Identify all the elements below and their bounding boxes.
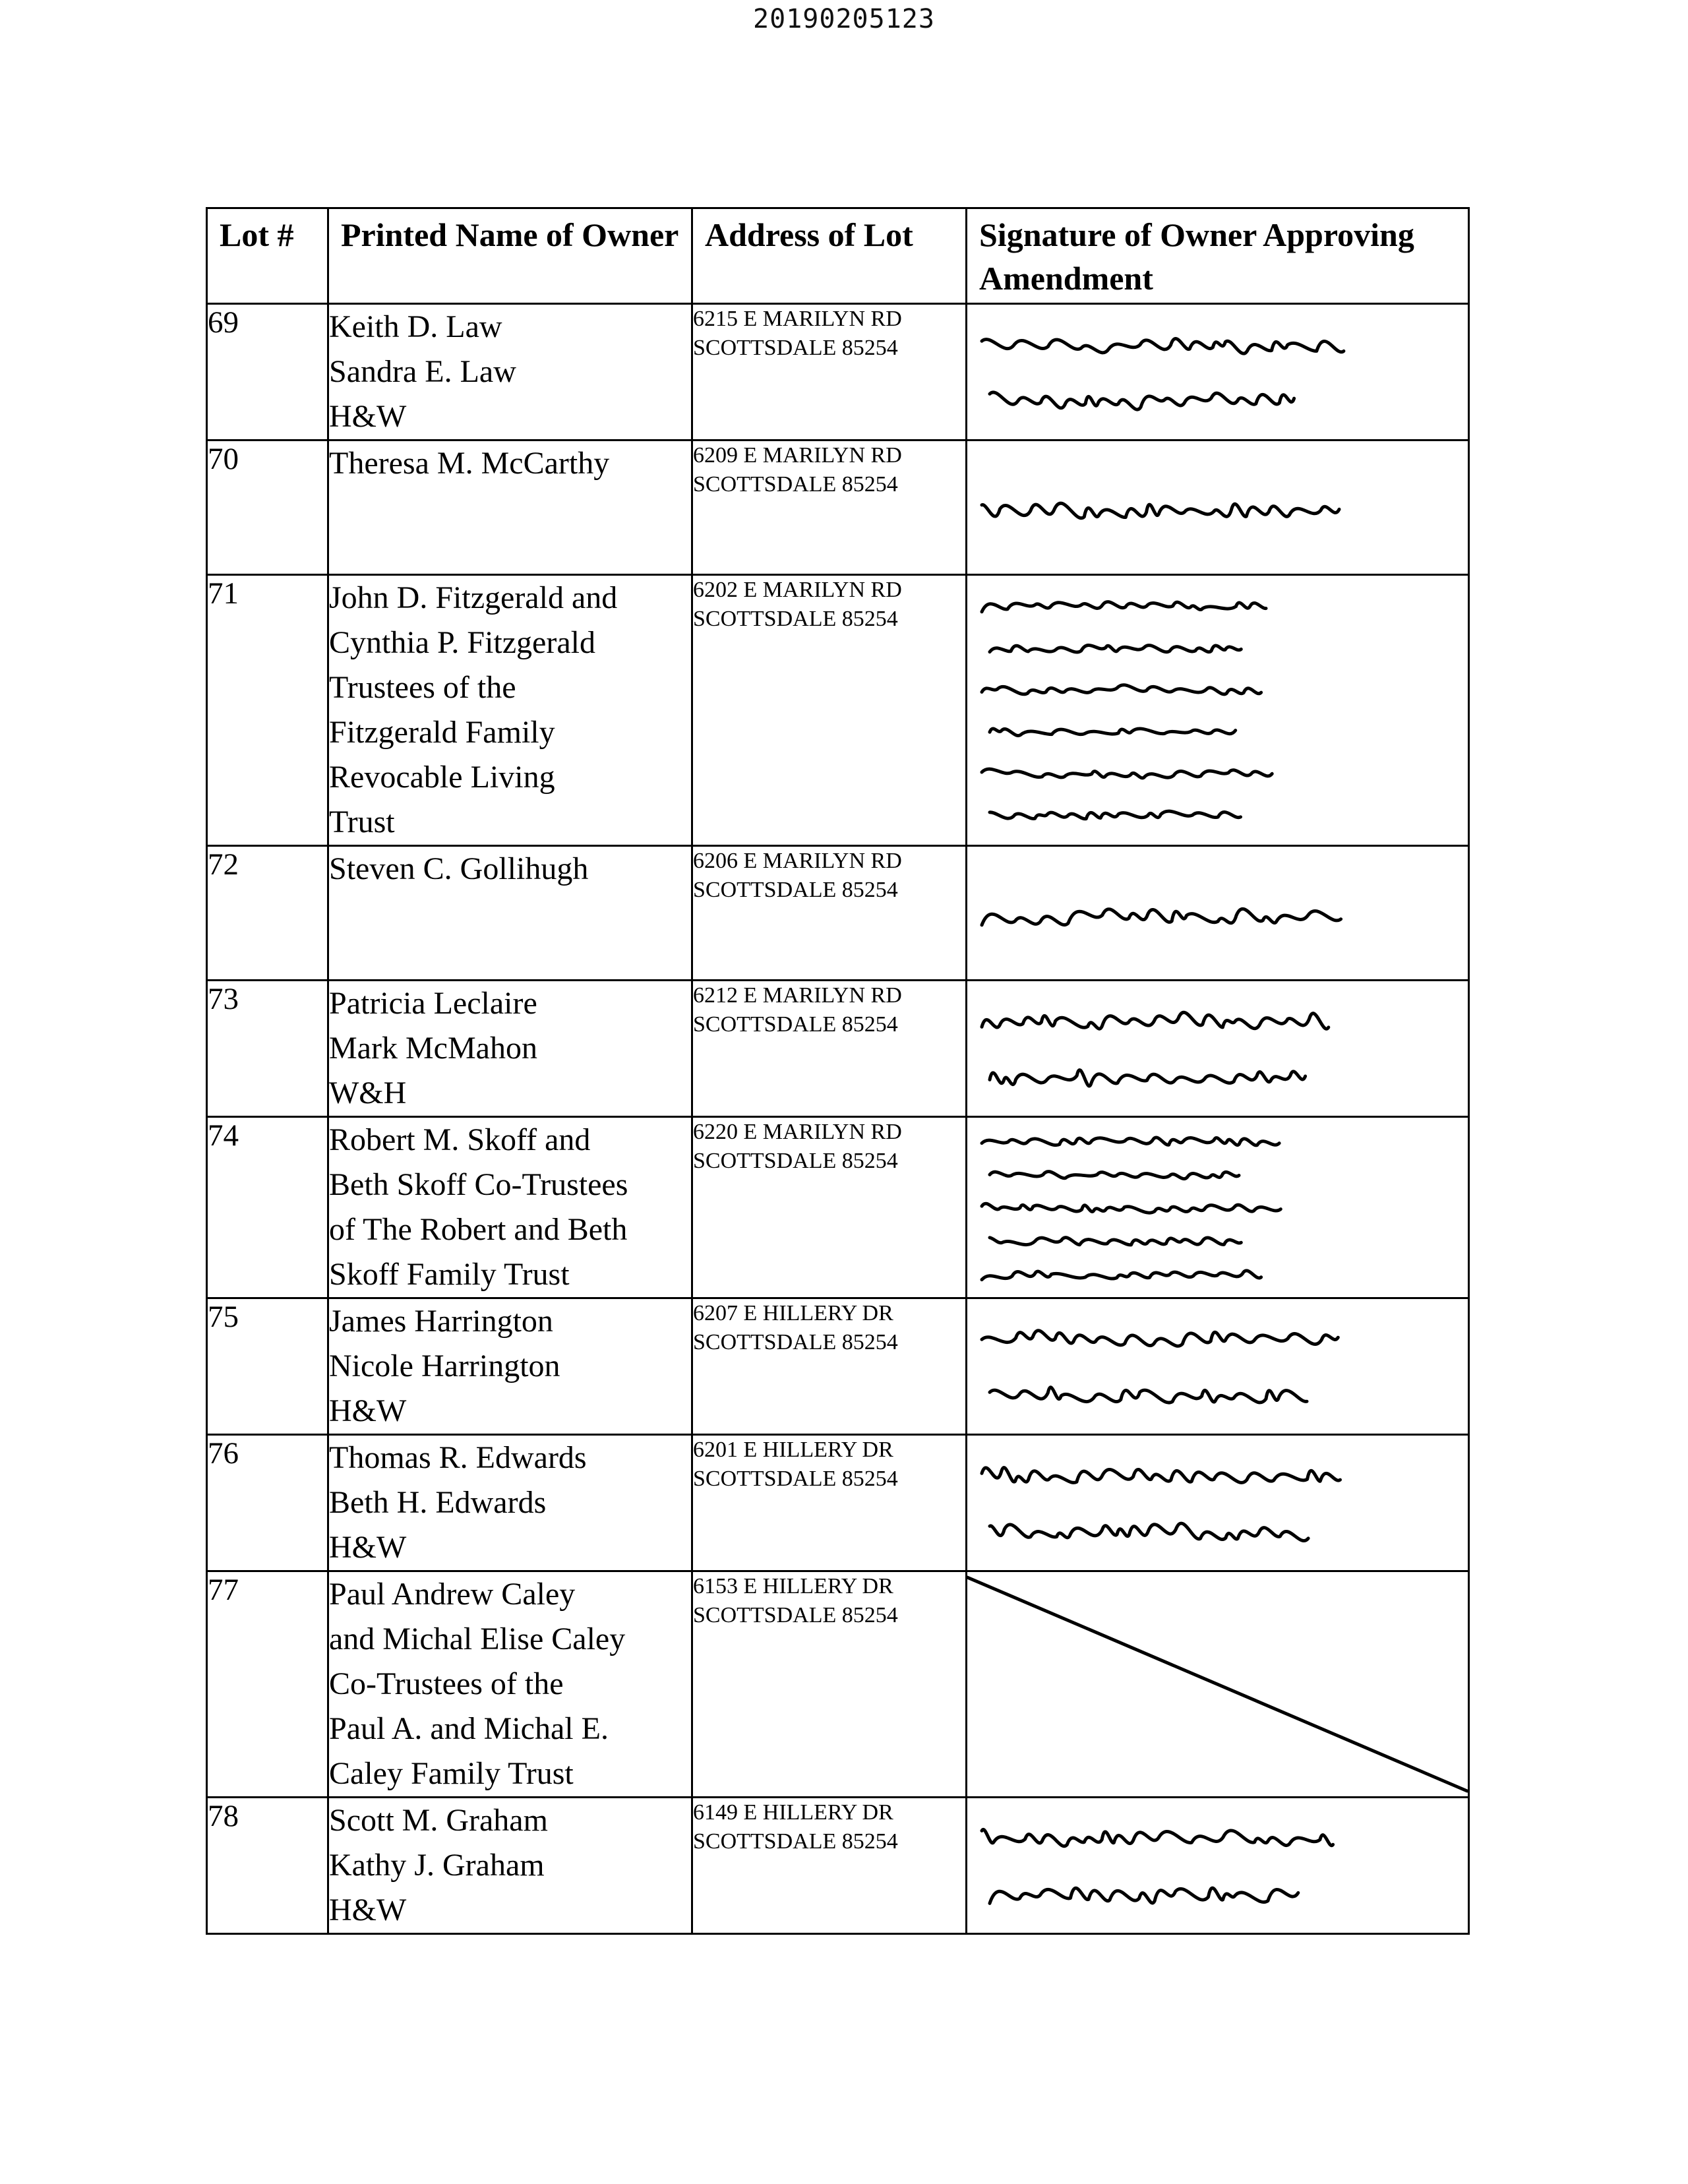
table-row <box>207 440 1469 575</box>
handwritten-signature <box>967 1798 1470 1933</box>
lot-address-cell <box>692 981 967 1117</box>
owner-name-line: Skoff Family Trust <box>329 1257 570 1292</box>
signature-stroke <box>990 1238 1241 1245</box>
owner-name-line: Scott M. Graham <box>329 1803 548 1838</box>
signature-cell <box>967 1298 1469 1435</box>
lot-number: 70 <box>207 440 328 575</box>
signature-cell <box>967 1435 1469 1571</box>
handwritten-signature <box>967 847 1470 981</box>
handwritten-signature <box>967 1299 1470 1434</box>
lot-number: 72 <box>207 846 328 981</box>
signature-stroke <box>982 1271 1261 1280</box>
lot-address-cell <box>692 575 967 846</box>
owner-name-line: Thomas R. Edwards <box>329 1440 587 1475</box>
lot-address-cell <box>692 304 967 440</box>
table-row <box>207 1298 1469 1435</box>
owner-name-cell <box>328 304 692 440</box>
lot-address-cell <box>692 1298 967 1435</box>
handwritten-signature <box>967 1436 1470 1570</box>
owner-name-line: Revocable Living <box>329 760 555 795</box>
signature-stroke <box>982 1468 1341 1483</box>
lot-number: 75 <box>207 1298 328 1435</box>
address-line: SCOTTSDALE 85254 <box>693 1330 898 1354</box>
owner-name-line: Trust <box>329 804 395 839</box>
handwritten-signature <box>967 305 1470 439</box>
signature-stroke <box>982 503 1339 518</box>
address-line: SCOTTSDALE 85254 <box>693 1149 898 1173</box>
signature-cell <box>967 304 1469 440</box>
address-line: SCOTTSDALE 85254 <box>693 472 898 497</box>
address-line: 6206 E MARILYN RD <box>693 849 902 873</box>
owner-name-line: Theresa M. McCarthy <box>329 446 610 481</box>
table-row <box>207 846 1469 981</box>
owner-name-line: Cynthia P. Fitzgerald <box>329 625 595 660</box>
owner-name-cell <box>328 1117 692 1298</box>
table-row <box>207 1571 1469 1798</box>
signature-stroke <box>982 1331 1338 1347</box>
lot-address-cell <box>692 1571 967 1798</box>
handwritten-signature <box>967 576 1470 843</box>
address-line: 6209 E MARILYN RD <box>693 443 902 468</box>
address-line: SCOTTSDALE 85254 <box>693 878 898 902</box>
owner-name-line: Steven C. Gollihugh <box>329 851 589 886</box>
owner-name-line: Co-Trustees of the <box>329 1666 564 1701</box>
table-header-row <box>207 208 1469 304</box>
signature-stroke <box>990 811 1241 819</box>
address-line: SCOTTSDALE 85254 <box>693 1603 898 1627</box>
lot-number: 69 <box>207 304 328 440</box>
owner-name-line: of The Robert and Beth <box>329 1212 628 1247</box>
owner-name-line: Keith D. Law <box>329 309 502 344</box>
signature-cell <box>967 981 1469 1117</box>
owner-name-line: Trustees of the <box>329 670 516 705</box>
owner-name-cell <box>328 981 692 1117</box>
header-owner: Printed Name of Owner <box>328 208 692 304</box>
owner-name-line: Kathy J. Graham <box>329 1848 545 1883</box>
signature-stroke <box>982 339 1344 354</box>
owner-name-line: H&W <box>329 1893 407 1927</box>
address-line: 6153 E HILLERY DR <box>693 1574 893 1598</box>
signature-stroke <box>982 1203 1281 1213</box>
signature-stroke <box>990 1172 1239 1179</box>
signature-cell <box>967 1117 1469 1298</box>
lot-owner-table <box>206 207 1470 1935</box>
owner-name-cell <box>328 1571 692 1798</box>
owner-name-line: Fitzgerald Family <box>329 715 555 750</box>
signature-stroke <box>990 392 1294 410</box>
owner-name-line: Beth Skoff Co-Trustees <box>329 1167 628 1202</box>
header-signature: Signature of Owner Approving Amendment <box>967 208 1469 304</box>
table-row <box>207 304 1469 440</box>
signature-stroke <box>982 1012 1329 1029</box>
lot-number: 76 <box>207 1435 328 1571</box>
signature-cell <box>967 846 1469 981</box>
owner-name-line: Caley Family Trust <box>329 1756 574 1791</box>
signature-stroke <box>982 1138 1279 1145</box>
handwritten-signature <box>967 441 1470 576</box>
signature-stroke <box>982 602 1266 612</box>
address-line: 6207 E HILLERY DR <box>693 1301 893 1325</box>
signature-stroke <box>982 1829 1333 1846</box>
owner-name-line: W&H <box>329 1076 407 1110</box>
table-row <box>207 575 1469 846</box>
owner-name-line: Nicole Harrington <box>329 1349 560 1383</box>
lot-address-cell <box>692 1435 967 1571</box>
address-line: 6215 E MARILYN RD <box>693 307 902 331</box>
signature-cell-crossed-out <box>967 1571 1469 1798</box>
lot-address-cell <box>692 440 967 575</box>
table-body <box>207 304 1469 1934</box>
address-line: SCOTTSDALE 85254 <box>693 1012 898 1037</box>
signature-cell <box>967 1798 1469 1934</box>
signature-stroke <box>990 1070 1306 1086</box>
owner-name-line: Paul A. and Michal E. <box>329 1711 609 1746</box>
owner-name-line: Beth H. Edwards <box>329 1485 547 1520</box>
lot-number: 77 <box>207 1571 328 1798</box>
lot-number: 78 <box>207 1798 328 1934</box>
owner-name-cell <box>328 1298 692 1435</box>
lot-address-cell <box>692 1117 967 1298</box>
address-line: 6202 E MARILYN RD <box>693 578 902 602</box>
address-line: 6201 E HILLERY DR <box>693 1438 893 1462</box>
handwritten-signature <box>967 1118 1470 1297</box>
document-number: 20190205123 <box>753 4 935 34</box>
signature-stroke <box>990 1387 1307 1403</box>
signature-stroke <box>990 729 1236 736</box>
signature-stroke <box>990 1888 1298 1903</box>
owner-name-line: Sandra E. Law <box>329 354 516 389</box>
owner-name-cell <box>328 1435 692 1571</box>
owner-name-line: H&W <box>329 1393 407 1428</box>
header-lot: Lot # <box>207 208 328 304</box>
address-line: 6149 E HILLERY DR <box>693 1800 893 1825</box>
address-line: SCOTTSDALE 85254 <box>693 1829 898 1854</box>
address-line: 6212 E MARILYN RD <box>693 983 902 1008</box>
header-address: Address of Lot <box>692 208 967 304</box>
lot-address-cell <box>692 1798 967 1934</box>
lot-number: 73 <box>207 981 328 1117</box>
signature-stroke <box>990 1523 1308 1540</box>
owner-name-line: Patricia Leclaire <box>329 986 537 1021</box>
signature-cell <box>967 575 1469 846</box>
address-line: SCOTTSDALE 85254 <box>693 1467 898 1491</box>
owner-name-line: Mark McMahon <box>329 1031 537 1066</box>
owner-name-cell <box>328 575 692 846</box>
signature-stroke <box>982 685 1261 694</box>
signature-stroke <box>982 909 1341 925</box>
handwritten-signature <box>967 981 1470 1116</box>
lot-number: 74 <box>207 1117 328 1298</box>
crossed-out-signature-area <box>967 1572 1470 1796</box>
signature-cell <box>967 440 1469 575</box>
table-row <box>207 1798 1469 1934</box>
table-row <box>207 1435 1469 1571</box>
owner-name-line: Robert M. Skoff and <box>329 1122 591 1157</box>
owner-name-line: James Harrington <box>329 1304 553 1339</box>
lot-number: 71 <box>207 575 328 846</box>
owner-name-cell <box>328 440 692 575</box>
owner-name-cell <box>328 1798 692 1934</box>
table-row <box>207 1117 1469 1298</box>
owner-name-line: H&W <box>329 1530 407 1565</box>
owner-name-line: John D. Fitzgerald and <box>329 580 618 615</box>
table-row <box>207 981 1469 1117</box>
lot-address-cell <box>692 846 967 981</box>
signature-stroke <box>990 645 1241 652</box>
owner-name-cell <box>328 846 692 981</box>
address-line: SCOTTSDALE 85254 <box>693 336 898 360</box>
signature-stroke <box>982 769 1272 778</box>
address-line: 6220 E MARILYN RD <box>693 1120 902 1144</box>
address-line: SCOTTSDALE 85254 <box>693 607 898 631</box>
owner-name-line: H&W <box>329 399 407 434</box>
owner-name-line: and Michal Elise Caley <box>329 1622 626 1656</box>
strike-line <box>967 1577 1467 1791</box>
owner-name-line: Paul Andrew Caley <box>329 1577 576 1612</box>
